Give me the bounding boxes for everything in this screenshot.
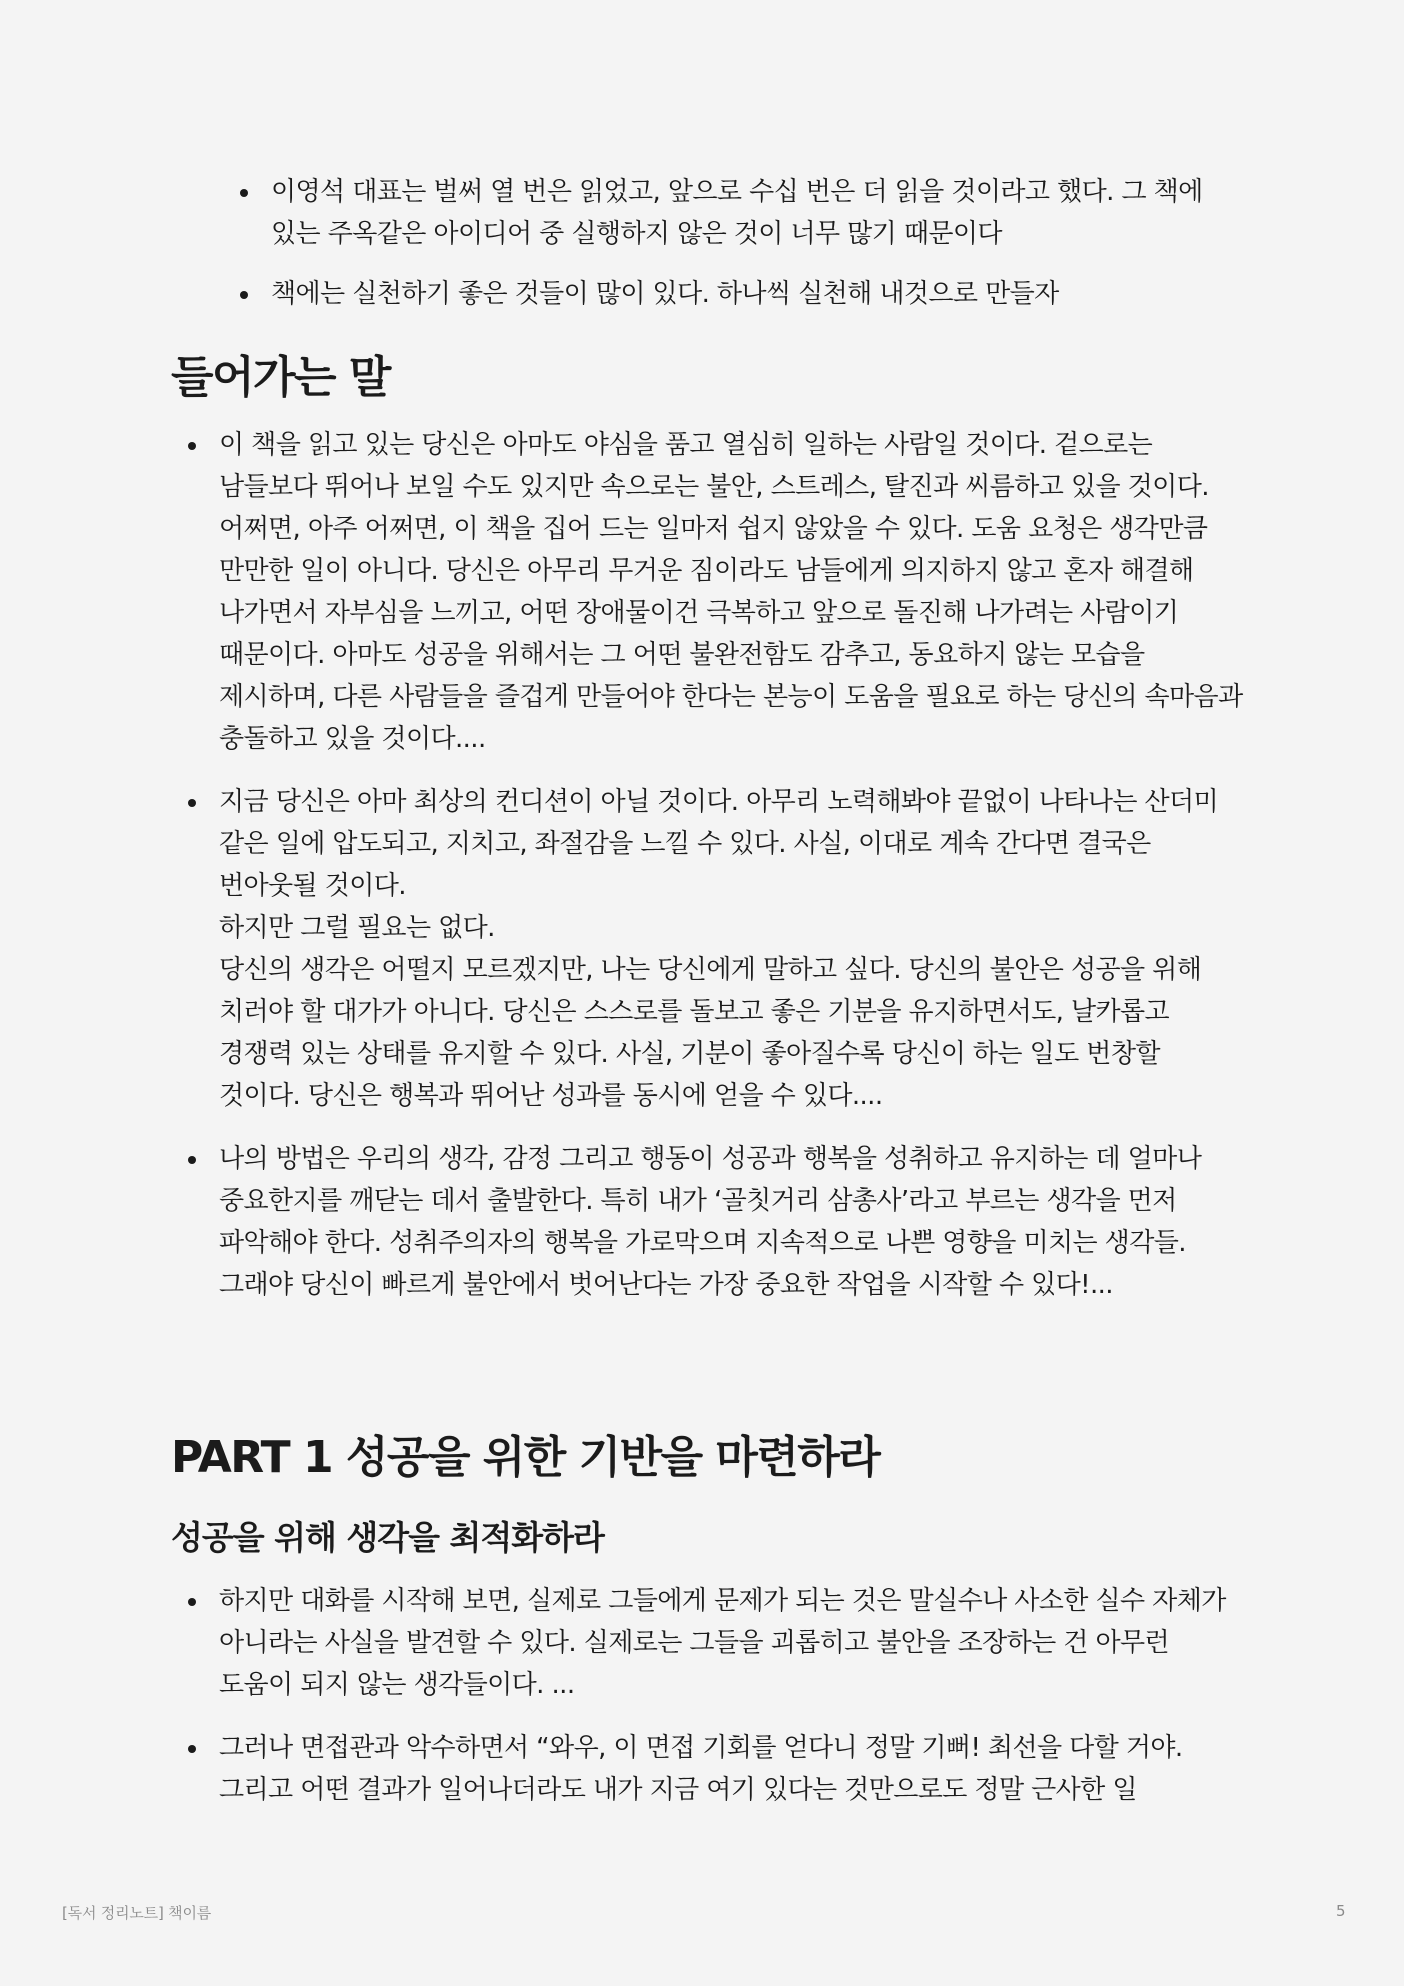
footer-doc-title: [독서 정리노트] 책이름 bbox=[62, 1904, 212, 1922]
list-item: 나의 방법은 우리의 생각, 감정 그리고 행동이 성공과 행복을 성취하고 유지하는 데 얼마나 중요한지를 깨닫는 데서 출발한다. 특히 내가 ‘골칫거리 삼총사’라고 부르는 생각을 먼저 파악해야 한다. 성취주의자의 행복을 가로막으며 지속적으로 나쁜 영향을 미치는 생각들. 그래야 당신이 빠르게 불안에서 벗어난다는 가장 중요한 작업을 시작할 수 있다!... bbox=[171, 1138, 1243, 1306]
section1-list bbox=[171, 424, 1243, 1306]
intro-list bbox=[223, 171, 1243, 315]
list-item: 지금 당신은 아마 최상의 컨디션이 아닐 것이다. 아무리 노력해봐야 끝없이 나타나는 산더미 같은 일에 압도되고, 지치고, 좌절감을 느낄 수 있다. 사실, 이대로 계속 간다면 결국은 번아웃될 것이다. 하지만 그럴 필요는 없다. 당신의 생각은 어떨지 모르겠지만, 나는 당신에게 말하고 싶다. 당신의 불안은 성공을 위해 치러야 할 대가가 아니다. 당신은 스스로를 돌보고 좋은 기분을 유지하면서도, 날카롭고 경쟁력 있는 상태를 유지할 수 있다. 사실, 기분이 좋아질수록 당신이 하는 일도 번창할 것이다. 당신은 행복과 뛰어난 성과를 동시에 얻을 수 있다.... bbox=[171, 781, 1243, 1117]
part-heading: PART 1 성공을 위한 기반을 마련하라 bbox=[171, 1432, 880, 1483]
section2-list bbox=[171, 1580, 1243, 1811]
list-item: 이 책을 읽고 있는 당신은 아마도 야심을 품고 열심히 일하는 사람일 것이다. 겉으로는 남들보다 뛰어나 보일 수도 있지만 속으로는 불안, 스트레스, 탈진과 씨름하고 있을 것이다. 어쩌면, 아주 어쩌면, 이 책을 집어 드는 일마저 쉽지 않았을 수 있다. 도움 요청은 생각만큼 만만한 일이 아니다. 당신은 아무리 무거운 짐이라도 남들에게 의지하지 않고 혼자 해결해 나가면서 자부심을 느끼고, 어떤 장애물이건 극복하고 앞으로 돌진해 나가려는 사람이기 때문이다. 아마도 성공을 위해서는 그 어떤 불완전함도 감추고, 동요하지 않는 모습을 제시하며, 다른 사람들을 즐겁게 만들어야 한다는 본능이 도움을 필요로 하는 당신의 속마음과 충돌하고 있을 것이다.... bbox=[171, 424, 1243, 760]
list-item: 책에는 실천하기 좋은 것들이 많이 있다. 하나씩 실천해 내것으로 만들자 bbox=[223, 273, 1243, 315]
list-item: 이영석 대표는 벌써 열 번은 읽었고, 앞으로 수십 번은 더 읽을 것이라고 했다. 그 책에 있는 주옥같은 아이디어 중 실행하지 않은 것이 너무 많기 때문이다 bbox=[223, 171, 1243, 255]
intro-list-container bbox=[223, 171, 1243, 315]
section1-list-container bbox=[171, 424, 1243, 1306]
part-heading-container bbox=[171, 1430, 1251, 1486]
subheading: 성공을 위해 생각을 최적화하라 bbox=[171, 1518, 604, 1557]
list-item: 하지만 대화를 시작해 보면, 실제로 그들에게 문제가 되는 것은 말실수나 사소한 실수 자체가 아니라는 사실을 발견할 수 있다. 실제로는 그들을 괴롭히고 불안을 조장하는 건 아무런 도움이 되지 않는 생각들이다. ... bbox=[171, 1580, 1243, 1706]
page-number: 5 bbox=[1336, 1902, 1346, 1920]
section2-list-container bbox=[171, 1580, 1243, 1811]
subheading-container bbox=[171, 1516, 1251, 1560]
section-heading-container bbox=[171, 350, 1251, 406]
section-heading: 들어가는 말 bbox=[171, 352, 390, 403]
list-item: 그러나 면접관과 악수하면서 “와우, 이 면접 기회를 얻다니 정말 기뻐! 최선을 다할 거야. 그리고 어떤 결과가 일어나더라도 내가 지금 여기 있다는 것만으로도 정말 근사한 일 bbox=[171, 1727, 1243, 1811]
